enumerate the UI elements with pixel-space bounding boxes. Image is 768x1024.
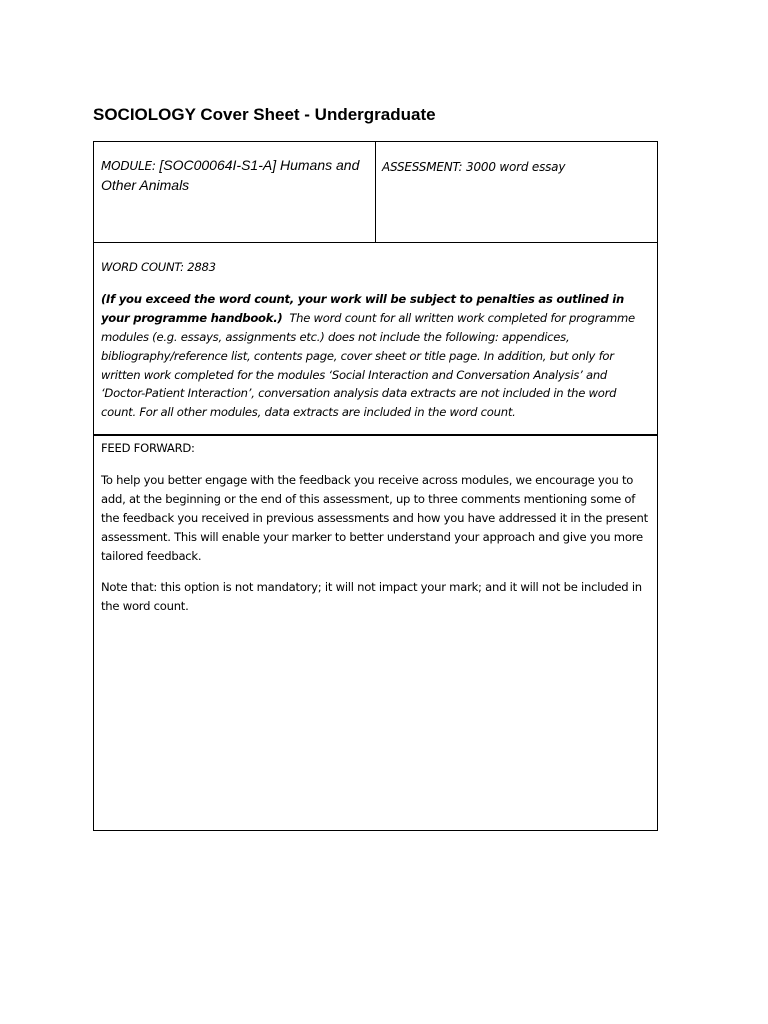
feed-forward-heading: FEED FORWARD: [101,441,195,455]
module-cell [94,142,376,242]
word-count-label: WORD COUNT: [101,260,188,274]
word-count-policy [101,290,651,422]
module-assessment-row [94,142,657,243]
word-count-value: 2883 [187,260,216,274]
feed-forward-paragraph: To help you better engage with the feedback you receive across modules, we encourage you to add, at the beginning or the end of this assessment, up to three comments mentioning some of the feedback you received in previous assessments and how you have addressed it in the present assessment. This will enable your marker to better understand your approach and give you more tailored feedback. [101,472,648,563]
assessment-value: 3000 word essay [466,160,566,174]
word-count-warning: (If you exceed the word count, your work will be subject to penalties as outlined in your programme handbook.) [101,291,625,325]
module-label: MODULE: [101,159,160,173]
cover-sheet-table [93,141,658,831]
module-value: [SOC00064I-S1-A] Humans and Other Animals [101,157,360,193]
word-count-note: The word count for all written work completed for programme modules (e.g. essays, assignments etc.) does not include the following: appendices, bibliography/reference list, contents page, cover sheet or title page. In addition, but only for written work completed for the modules ‘Social Interaction and Conversation Analysis’ and ‘Doctor-Patient Interaction’, conversation analysis data extracts are not included in the word count. For all other modules, data extracts are included in the word count. [101,310,635,420]
assessment-cell [376,142,657,242]
feed-forward-section [94,437,657,830]
assessment-label: ASSESSMENT: [382,160,467,174]
word-count-line [101,258,651,277]
word-count-row [94,243,657,436]
feed-forward-note: Note that: this option is not mandatory; it will not impact your mark; and it will not be included in the word count. [101,580,642,614]
page-title: SOCIOLOGY Cover Sheet - Undergraduate [93,105,436,124]
